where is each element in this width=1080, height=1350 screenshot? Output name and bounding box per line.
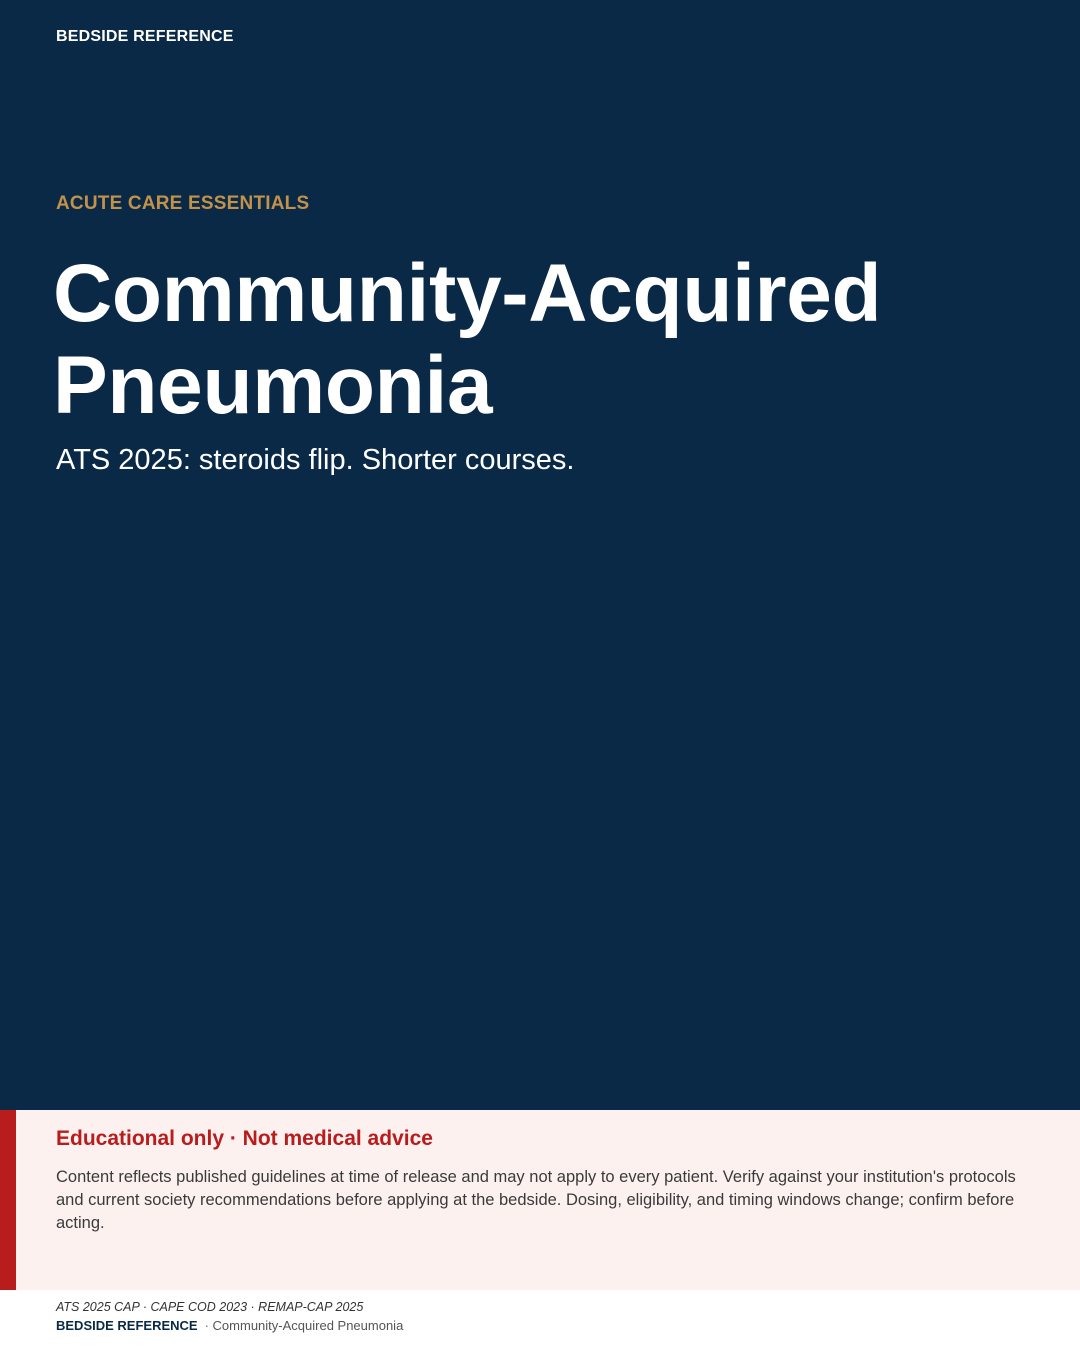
disclaimer-heading: Educational only · Not medical advice	[56, 1127, 433, 1150]
disclaimer-panel	[0, 1110, 1080, 1290]
eyebrow-label: ACUTE CARE ESSENTIALS	[56, 193, 310, 214]
footer-line	[56, 1318, 403, 1334]
brand-label: BEDSIDE REFERENCE	[56, 28, 234, 45]
page-subtitle: ATS 2025: steroids flip. Shorter courses.	[56, 444, 575, 476]
footer-brand: BEDSIDE REFERENCE	[56, 1318, 198, 1333]
footer-sources: ATS 2025 CAP · CAPE COD 2023 · REMAP-CAP 2025	[56, 1300, 364, 1314]
disclaimer-body: Content reflects published guidelines at time of release and may not apply to every patient. Verify against your institution's protocols and current society recommendations before applying at the bedside. Dosing, eligibility, and timing windows change; confirm before acting.	[56, 1168, 1016, 1232]
footer-separator: ·	[204, 1318, 209, 1333]
disclaimer-accent-bar	[0, 1110, 16, 1290]
page-title: Community-Acquired Pneumonia	[53, 248, 882, 431]
footer-topic: Community-Acquired Pneumonia	[212, 1318, 404, 1333]
